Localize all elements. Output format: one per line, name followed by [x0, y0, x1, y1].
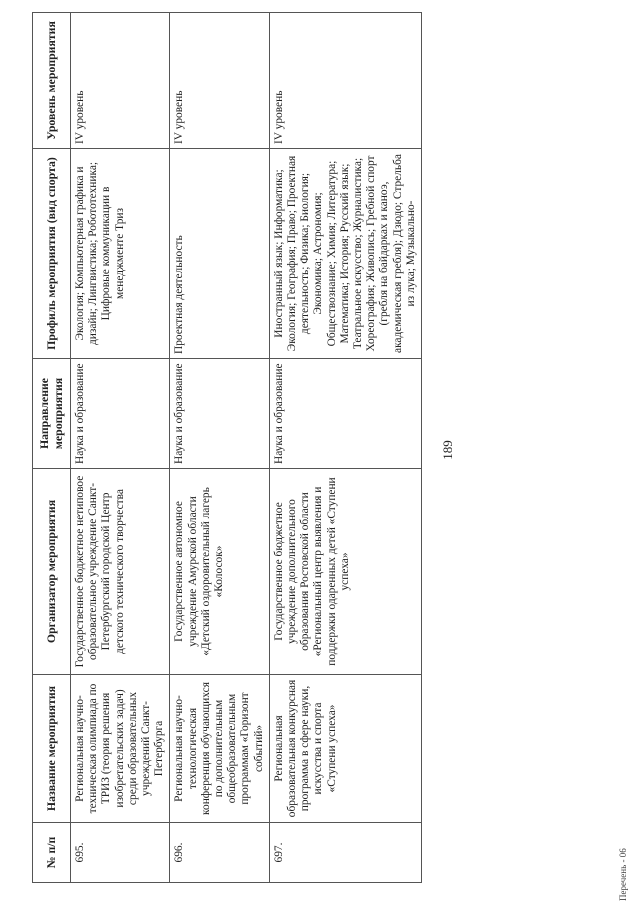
row-profile: Проектная деятельность: [170, 149, 269, 359]
row-num: 695.: [71, 823, 170, 883]
header-profile: Профиль мероприятия (вид спорта): [33, 149, 71, 359]
table-row: [170, 13, 269, 883]
header-organizer: Организатор мероприятия: [33, 469, 71, 675]
row-name: Региональная образовательная конкурсная программа в сфере науки, искусства и спорта «Ступени успеха»: [269, 675, 421, 823]
page-number: 189: [440, 440, 455, 460]
row-direction: Наука и образование: [269, 359, 421, 469]
header-name: Название мероприятия: [33, 675, 71, 823]
row-num: 696.: [170, 823, 269, 883]
row-level: IV уровень: [71, 13, 170, 149]
row-direction: Наука и образование: [71, 359, 170, 469]
row-name: Региональная научно-технологическая конференция обучающихся по дополнительным общеобразовательным программам «Горизонт событий»: [170, 675, 269, 823]
row-level: IV уровень: [269, 13, 421, 149]
row-profile: Иностранный язык; Информатика; Экология; География; Право; Проектная деятельность; Физика; Биология; Экономика; Астрономия; Обществознание; Химия; Литература; Математика; История; Русский язык; Театральное искусство; Журналистика; Хореография; Живопись; Гребной спорт (гребля на байдарках и каноэ, академическая гребля); Дзюдо; Стрельба из лука; Музыкально-: [269, 149, 421, 359]
row-name: Региональная научно-техническая олимпиада по ТРИЗ (теория решения изобретательских задач) среди образовательных учреждений Санкт-Петербурга: [71, 675, 170, 823]
header-level: Уровень мероприятия: [33, 13, 71, 149]
header-num: № п/п: [33, 823, 71, 883]
table-row: [71, 13, 170, 883]
footer-mark: Перечень - 06: [618, 848, 628, 901]
header-direction: Направление мероприятия: [33, 359, 71, 469]
row-profile: Экология; Компьютерная графика и дизайн; Лингвистика; Робототехника; Цифровые коммуникации в менеджменте Триз: [71, 149, 170, 359]
events-table: [32, 12, 422, 883]
row-organizer: Государственное бюджетное нетиповое образовательное учреждение Санкт-Петербургский городской Центр детского технического творчества: [71, 469, 170, 675]
row-level: IV уровень: [170, 13, 269, 149]
row-organizer: Государственное автономное учреждение Амурской области «Детский оздоровительный лагерь «Колосок»: [170, 469, 269, 675]
table-header-row: [33, 13, 71, 883]
row-num: 697.: [269, 823, 421, 883]
row-direction: Наука и образование: [170, 359, 269, 469]
table-row: [269, 13, 421, 883]
row-organizer: Государственное бюджетное учреждение дополнительного образования Ростовской области «Региональный центр выявления и поддержки одаренных детей «Ступени успеха»: [269, 469, 421, 675]
